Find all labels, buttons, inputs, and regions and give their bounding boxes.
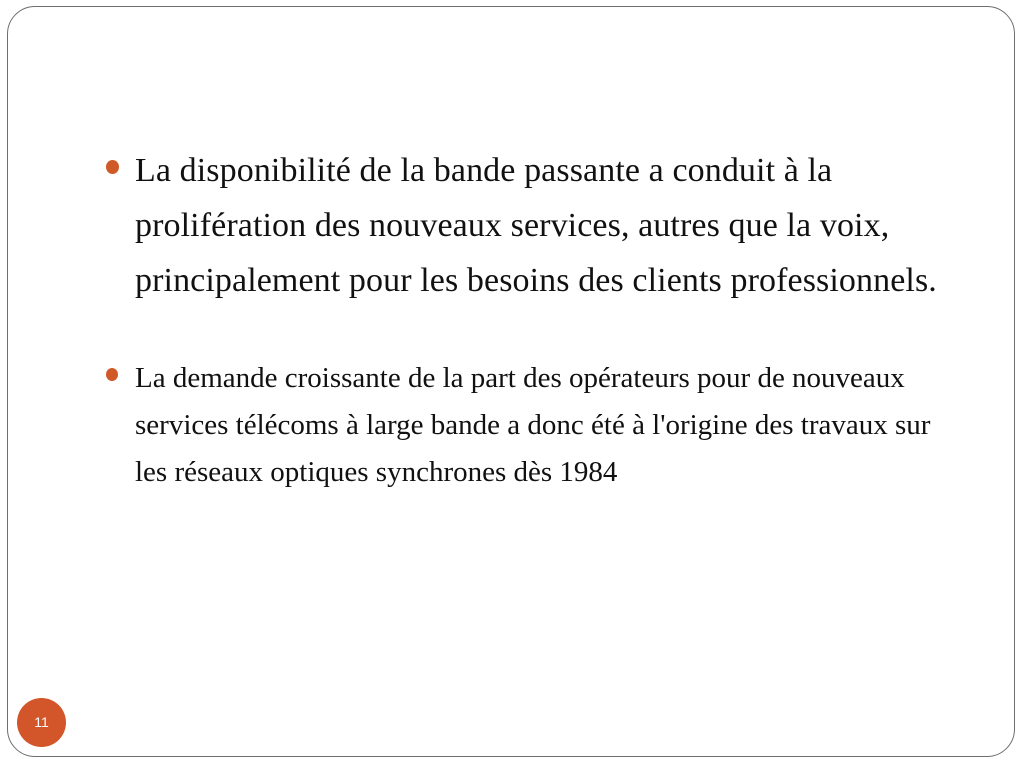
bullet-dot-icon bbox=[106, 368, 118, 381]
bullet-text-2: La demande croissante de la part des opérateurs pour de nouveaux services télécoms à large bande a donc été à l'origine des travaux sur les réseaux optiques synchrones dès 1984 bbox=[135, 362, 931, 488]
bullet-list bbox=[106, 143, 956, 496]
bullet-dot-icon bbox=[106, 160, 119, 174]
bullet-text-1: La disponibilité de la bande passante a conduit à la prolifération des nouveaux services, autres que la voix, principalement pour les besoins des clients professionnels. bbox=[135, 152, 937, 299]
slide-frame bbox=[7, 6, 1015, 757]
slide-number-badge: 11 bbox=[17, 698, 66, 747]
bullet-item-2 bbox=[106, 355, 956, 496]
bullet-item-1 bbox=[106, 143, 956, 308]
